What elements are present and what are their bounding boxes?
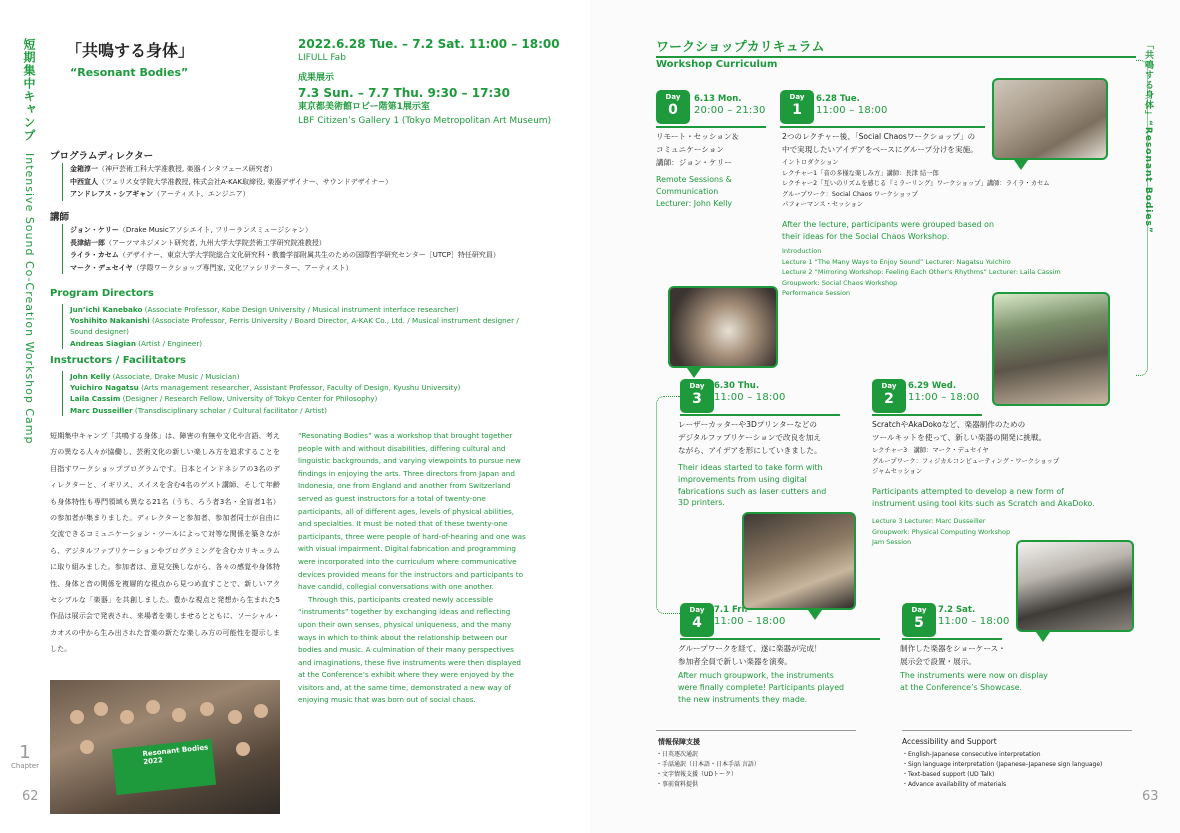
person-name: マーク・デュセイヤ: [70, 263, 133, 272]
instructors-en-list: [62, 371, 532, 416]
curriculum-heading-en: Workshop Curriculum: [656, 59, 778, 70]
day-1-time: 11:00 – 18:00: [816, 105, 888, 116]
side-label-jp: 短期集中キャンプ: [22, 38, 36, 142]
page-number-right: 63: [1142, 789, 1159, 804]
chapter-label: Chapter: [11, 762, 39, 770]
person-name: Laila Cassim: [70, 394, 121, 404]
person-role: （デザイナー、東京大学大学院総合文化研究科・教養学部附属共生のための国際哲学研究センター［UTCP］特任研究員）: [118, 251, 500, 259]
day-label: Day: [911, 606, 927, 614]
access-item: ・Advance availability of materials: [902, 781, 1007, 788]
person-name: Yuichiro Nagatsu: [70, 383, 139, 393]
body-en-paragraph-2: Through this, participants created newly accessible “instruments” together by exchanging ideas and reflecting upon their own senses, physical uniqueness, and the many ways in which to think about the relationship between our bodies and music. A culmination of their many perspectives and imaginations, these five instruments were then displayed at the Conference’s exhibit where they were enjoyed by the visitors and, at the same time, demonstrated a new way of enjoying music that was born out of social chaos.: [298, 594, 521, 705]
day-2-text-en: Participants attempted to develop a new form of instrument using tool kits such as Scratch and AkaDoko.: [872, 487, 1095, 508]
person-name: ライラ・カセム: [70, 251, 119, 259]
showcase-venue-jp: 東京都美術館ロビー階第1展示室: [298, 102, 430, 112]
day-3-date-text: 6.30 Thu.: [714, 381, 760, 391]
person-role: (Designer / Research Fellow, University of Tokyo Center for Philosophy): [120, 394, 378, 404]
access-item: ・English-Japanese consecutive interpretation: [902, 751, 1041, 758]
person-row: [70, 382, 532, 393]
day-1-detail-en: Introduction Lecture 1 “The Many Ways to Enjoy Sound” Lecturer: Nagatsu Yuichiro Lecture 2 “Mirroring Workshop: Feeling Each Other’s Rhythms” Lecturer: Laila Cassim Groupwork: Social Chaos Workshop Performance Session: [782, 247, 1061, 298]
day-1-date-text: 6.28 Tue.: [816, 94, 860, 104]
day-number: 3: [692, 391, 702, 407]
day-0-date-text: 6.13 Mon.: [694, 94, 742, 104]
access-en-list: [902, 750, 1102, 790]
day-2-text-jp: ScratchやAkaDokoなど、楽器制作のための ツールキットを使って、新しい楽器の開発に挑戦。: [872, 420, 1047, 442]
person-role: （アーツマネジメント研究者, 九州大学大学院芸術工学研究院准教授）: [105, 238, 326, 247]
person-name: John Kelly: [70, 372, 111, 381]
access-jp-heading: 情報保障支援: [658, 738, 700, 746]
person-row: [70, 163, 532, 176]
person-row: [70, 176, 532, 189]
access-rule-en: [902, 730, 1132, 731]
person-row: [70, 249, 532, 262]
access-item: ・Text-based support (UD Talk): [902, 771, 995, 778]
person-name: 金箱淳一: [70, 165, 98, 173]
access-item: ・手話通訳（日本語・日本手話 言語）: [656, 761, 760, 768]
side-label-right: 「共鳴する身体」“Resonant Bodies”: [1143, 40, 1153, 234]
directors-en-heading: Program Directors: [50, 288, 154, 299]
access-item: ・日英逐次通訳: [656, 751, 699, 758]
person-name: Marc Dusseiller: [70, 405, 133, 415]
day-2-time: 11:00 – 18:00: [908, 392, 980, 403]
day-3-badge: [680, 379, 714, 413]
person-role: (Artist / Engineer): [135, 338, 203, 348]
day-5-photo: [1016, 540, 1134, 632]
day-3-photo: [668, 286, 778, 368]
event-dates: 2022.6.28 Tue. – 7.2 Sat. 11:00 – 18:00: [298, 37, 560, 51]
access-en-heading: Accessibility and Support: [902, 737, 997, 746]
day-0-text-en: Remote Sessions & Communication Lecturer: John Kelly: [656, 175, 733, 208]
day-0-time: 20:00 – 21:30: [694, 105, 766, 116]
day-2-detail-en: Lecture 3 Lecturer: Marc Dusseiller Groupwork: Physical Computing Workshop Jam Session: [872, 517, 1011, 547]
person-row: [70, 405, 532, 416]
event-venue: LIFULL Fab: [298, 53, 346, 63]
day-4-photo: [742, 512, 856, 610]
person-role: （学際ワークショップ専門家, 文化ファシリテーター、アーティスト）: [132, 263, 353, 272]
person-role: （Drake Musicアソシエイト, フリーランスミュージシャン）: [118, 226, 313, 234]
page-title-jp: 「共鳴する身体」: [66, 41, 195, 60]
day-number: 2: [884, 391, 894, 407]
access-jp-list: [656, 750, 760, 790]
day-5-photo-tail: [1036, 632, 1050, 642]
day-5-time: 11:00 – 18:00: [938, 616, 1010, 627]
day-3-text-en: Their ideas started to take form with improvements from using digital fabrications such as laser cutters and 3D printers.: [678, 463, 827, 508]
showcase-venue-en: LBF Citizen’s Gallery 1 (Tokyo Metropolitan Art Museum): [298, 115, 552, 126]
day-label: Day: [689, 606, 705, 614]
day-number: 1: [792, 102, 802, 118]
person-name: ジョン・ケリー: [70, 226, 119, 234]
day-label: Day: [689, 382, 705, 390]
day-2-detail-jp: レクチャー3 講師：マーク・デュセイヤ グループワーク：フィジカルコンピューティング・ワークショップ ジャムセッション: [872, 447, 1060, 476]
person-row: [70, 262, 532, 275]
day-4-text-jp: グループワークを経て、遂に楽器が完成！ 参加者全員で新しい楽器を演奏。: [678, 644, 822, 666]
person-name: アンドレアス・シアギャン: [70, 190, 154, 198]
day-number: 4: [692, 615, 702, 631]
day-label: Day: [881, 382, 897, 390]
day-2-photo: [992, 292, 1110, 406]
day-number: 0: [668, 102, 678, 118]
access-rule-jp: [656, 730, 856, 731]
person-row: [70, 188, 532, 201]
body-text-en: [298, 430, 528, 707]
day-5-date: [938, 605, 1010, 627]
person-name: 中西宣人: [70, 177, 98, 186]
person-role: （フェリス女学院大学准教授, 株式会社A-KAK取締役, 楽器デザイナー、サウンドデザイナー）: [98, 177, 393, 186]
day-3-photo-tail: [687, 368, 701, 378]
day-label: Day: [789, 93, 805, 101]
side-label: [22, 38, 36, 445]
directors-jp-list: [62, 163, 532, 201]
curriculum-heading-jp: ワークショップカリキュラム: [656, 40, 825, 55]
day-1-photo-tail: [1014, 160, 1028, 170]
access-item: ・事前資料提供: [656, 781, 699, 788]
day-4-photo-tail: [808, 610, 822, 620]
right-page: [590, 0, 1180, 833]
day-4-rule: [680, 638, 880, 640]
person-role: (Associate Professor, Ferris University / Board Director, A-KAK Co., Ltd. / Musical instrument designer / Sound designer): [70, 316, 519, 337]
day-1-badge: [780, 90, 814, 124]
day-1-detail-jp: イントロダクション レクチャー1「音の多様な楽しみ方」講師：長津 結一郎 レクチャー2「互いのリズムを感じる『ミラーリング』ワークショップ」講師：ライラ・カセム グループワーク：Social Chaos ワークショップ パフォーマンス・セッション: [782, 159, 1050, 209]
day-5-text-jp: 制作した楽器をショーケース・ 展示会で設置・展示。: [900, 644, 1006, 666]
person-name: Andreas Siagian: [70, 338, 136, 348]
day-3-time: 11:00 – 18:00: [714, 392, 786, 403]
day-1-date: [816, 94, 888, 116]
day-0-date: [694, 94, 766, 116]
day-4-date-text: 7.1 Fri.: [714, 605, 748, 615]
person-name: Jun’ichi Kanebako: [70, 305, 143, 314]
day-5-badge: [902, 603, 936, 637]
day-5-date-text: 7.2 Sat.: [938, 605, 976, 615]
photo-banner-text: Resonant Bodies 2022: [142, 743, 209, 767]
day-3-text-jp: レーザーカッターや3Dプリンターなどの デジタルファブリケーションで改良を加え ながら、アイデアを形にしていきました。: [678, 420, 822, 455]
directors-en-list: [62, 304, 532, 349]
day-3-rule: [680, 414, 840, 416]
group-photo: [50, 680, 280, 814]
day-2-date: [908, 381, 980, 403]
chapter-marker: [10, 744, 40, 770]
day-number: 5: [914, 615, 924, 631]
person-row: [70, 393, 532, 404]
day-1-text-en: After the lecture, participants were grouped based on their ideas for the Social Chaos Workshop.: [782, 220, 994, 241]
showcase-dates: 7.3 Sun. – 7.7 Thu. 9:30 – 17:30: [298, 86, 510, 100]
day-0-text-jp: リモート・セッション＆ コミュニケーション 講師：ジョン・ケリー: [656, 132, 740, 167]
day-0-badge: [656, 90, 690, 124]
day-4-badge: [680, 603, 714, 637]
event-info: [298, 36, 578, 128]
day-2-date-text: 6.29 Wed.: [908, 381, 957, 391]
instructors-jp-heading: 講師: [50, 212, 70, 223]
day-2-rule: [872, 414, 982, 416]
day-1-rule: [780, 126, 985, 128]
access-item: ・文字情報支援（UDトーク）: [656, 771, 738, 778]
day-5-rule: [902, 638, 1002, 640]
day-1-photo: [992, 78, 1108, 160]
person-row: [70, 304, 532, 315]
body-text-jp: 短期集中キャンプ「共鳴する身体」は、障害の有無や文化や言語、考え方の異なる人々が協働し、芸術文化の新しい楽しみ方を追求することを目指すワークショッププログラムです。日本とインドネシアの3名のディレクターと、イギリス、スイスを含む4名のゲスト講師、そして年齢も身体特性も専門領域も異なる21名（うち、ろう者3名・全盲者1名）の参加者が集まりました。ディレクターと参加者、参加者同士が自由に交流できるコミュニケーション・ツールによって対等な関係を築きながら、デジタルファブリケーションやプログラミングを含むカリキュラムに取り組みました。参加者は、意見交換しながら、各々の感覚や身体特性、身体と音の関係を複層的な視点から見つめ直すことで、新しいアクセシブルな「楽器」を共創しました。豊かな視点と発想から生まれた5作品は展示会で発表され、来場者を楽しませるとともに、ソーシャル・カオスの中から生み出された音楽の新たな楽しみ方の可能性を提示しました。: [50, 431, 280, 654]
instructors-en-heading: Instructors / Facilitators: [50, 355, 186, 366]
day-label: Day: [665, 93, 681, 101]
person-role: (Transdisciplinary scholar / Cultural facilitator / Artist): [132, 405, 327, 415]
page-title-en: “Resonant Bodies”: [70, 66, 189, 79]
person-name: Yoshihito Nakanishi: [70, 316, 150, 326]
directors-jp-heading: プログラムディレクター: [50, 151, 154, 162]
side-label-en: Intensive Sound Co-Creation Workshop Camp: [23, 153, 36, 445]
day-3-date: [714, 381, 786, 403]
photo-banner: [112, 739, 216, 795]
body-en-paragraph-1: “Resonating Bodies” was a workshop that brought together people with and without disabilities, differing cultural and linguistic backgrounds, and varying viewpoints to pursue new findings in enjoying the arts. Three directors from Japan and Indonesia, one from England and another from Switzerland served as guest instructors for a total of twenty-one participants, all of different ages, levels of physical abilities, and specialties. It must be noted that of these twenty-one participants, three were people of hard-of-hearing and one was with visual impairment. Digital fabrication and programming were incorporated into the curriculum where communicative devices provided means for the instructors and participants to have candid, collegial conversations with one another.: [298, 431, 526, 592]
day-4-time: 11:00 – 18:00: [714, 616, 786, 627]
person-role: (Associate Professor, Kobe Design University / Musical instrument interface researcher): [142, 305, 459, 314]
timeline-connector-a: [1136, 60, 1148, 376]
person-row: [70, 315, 532, 337]
day-4-text-en: After much groupwork, the instruments were finally complete! Participants played the new instruments they made.: [678, 671, 845, 704]
heading-rule: [656, 56, 1136, 58]
person-role: （アーティスト、エンジニア）: [153, 190, 250, 198]
person-role: （神戸芸術工科大学准教授, 楽器インタフェース研究者）: [98, 165, 277, 173]
day-5-text-en: The instruments were now on display at the Conference’s Showcase.: [900, 671, 1048, 692]
showcase-label: 成果展示: [298, 72, 335, 83]
person-row: [70, 224, 532, 237]
person-row: [70, 237, 532, 250]
person-name: 長津結一郎: [70, 238, 105, 247]
access-item: ・Sign language interpretation (Japanese–Japanese sign language): [902, 761, 1103, 768]
person-row: [70, 371, 532, 382]
chapter-number: 1: [19, 742, 31, 763]
person-row: [70, 338, 532, 349]
day-0-rule: [656, 126, 766, 128]
day-4-date: [714, 605, 786, 627]
person-role: (Associate, Drake Music / Musician): [110, 372, 240, 381]
day-1-text-jp: 2つのレクチャー後、「Social Chaosワークショップ」の 中で実現したいアイデアをベースにグループ分けを実施。: [782, 132, 978, 154]
person-role: (Arts management researcher, Assistant Professor, Faculty of Design, Kyushu University): [138, 383, 461, 393]
page-number-left: 62: [22, 789, 39, 804]
timeline-connector-b: [656, 396, 680, 614]
day-2-badge: [872, 379, 906, 413]
instructors-jp-list: [62, 224, 532, 274]
